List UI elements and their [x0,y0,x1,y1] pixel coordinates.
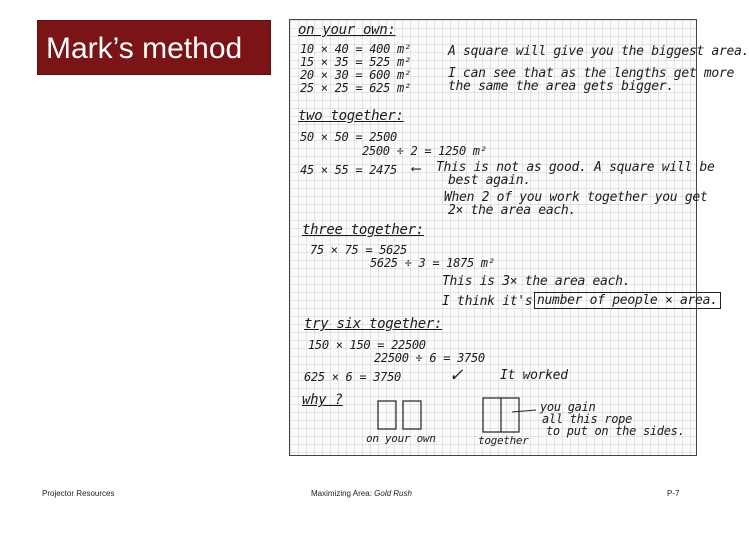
heading-on-your-own: on your own: [298,22,396,38]
own-row-3: 20 × 30 = 600 m² [300,68,411,82]
two-note-3: When 2 of you work together you get [444,190,708,205]
three-note-boxed: number of people × area. [534,292,721,309]
square-own-1 [378,401,396,429]
footer-page-number: P-7 [667,489,680,498]
handwritten-worksheet [289,19,749,456]
square-own-2 [403,401,421,429]
check-mark-icon: ✓ [450,362,462,386]
arrow-icon: ⟵ [412,161,421,177]
three-row-1: 75 × 75 = 5625 [310,243,407,257]
own-note-1: A square will give you the biggest area. [448,44,749,59]
rope-diagram [290,20,696,455]
own-row-2: 15 × 35 = 525 m² [300,55,411,69]
two-row-2: 2500 ÷ 2 = 1250 m² [362,144,487,158]
six-row-2: 22500 ÷ 6 = 3750 [374,351,485,365]
slide-title-box [37,20,271,75]
footer-center-italic: Gold Rush [374,489,412,498]
three-note-2: I think it's [442,294,533,309]
footer-center-prefix: Maximizing Area: [311,489,375,498]
heading-six-together: try six together: [304,316,443,332]
footer-center [311,489,412,498]
why-note-2: all this rope [542,412,633,426]
label-on-your-own: on your own [366,432,436,445]
two-row-3: 45 × 55 = 2475 [300,163,397,177]
slide-title: Mark’s method [46,32,243,65]
two-note-4: 2× the area each. [448,203,576,218]
two-row-1: 50 × 50 = 2500 [300,130,397,144]
why-note-1: you gain [540,400,596,414]
three-note-1: This is 3× the area each. [442,274,631,289]
own-note-3: the same the area gets bigger. [448,79,674,94]
heading-why: why ? [302,392,343,408]
own-row-1: 10 × 40 = 400 m² [300,42,411,56]
why-note-3: to put on the sides. [546,424,685,438]
six-row-1: 150 × 150 = 22500 [308,338,426,352]
own-note-2: I can see that as the lengths get more [448,66,735,81]
six-note: It worked [500,368,568,383]
two-note-2: best again. [448,173,531,188]
two-note-1: This is not as good. A square will be [436,160,715,175]
footer-left: Projector Resources [42,489,115,498]
own-row-4: 25 × 25 = 625 m² [300,81,411,95]
heading-three-together: three together: [302,222,424,238]
three-row-2: 5625 ÷ 3 = 1875 m² [370,256,495,270]
six-row-3: 625 × 6 = 3750 [304,370,401,384]
pointer-line [512,410,536,412]
label-together: together [478,434,529,447]
heading-two-together: two together: [298,108,404,124]
